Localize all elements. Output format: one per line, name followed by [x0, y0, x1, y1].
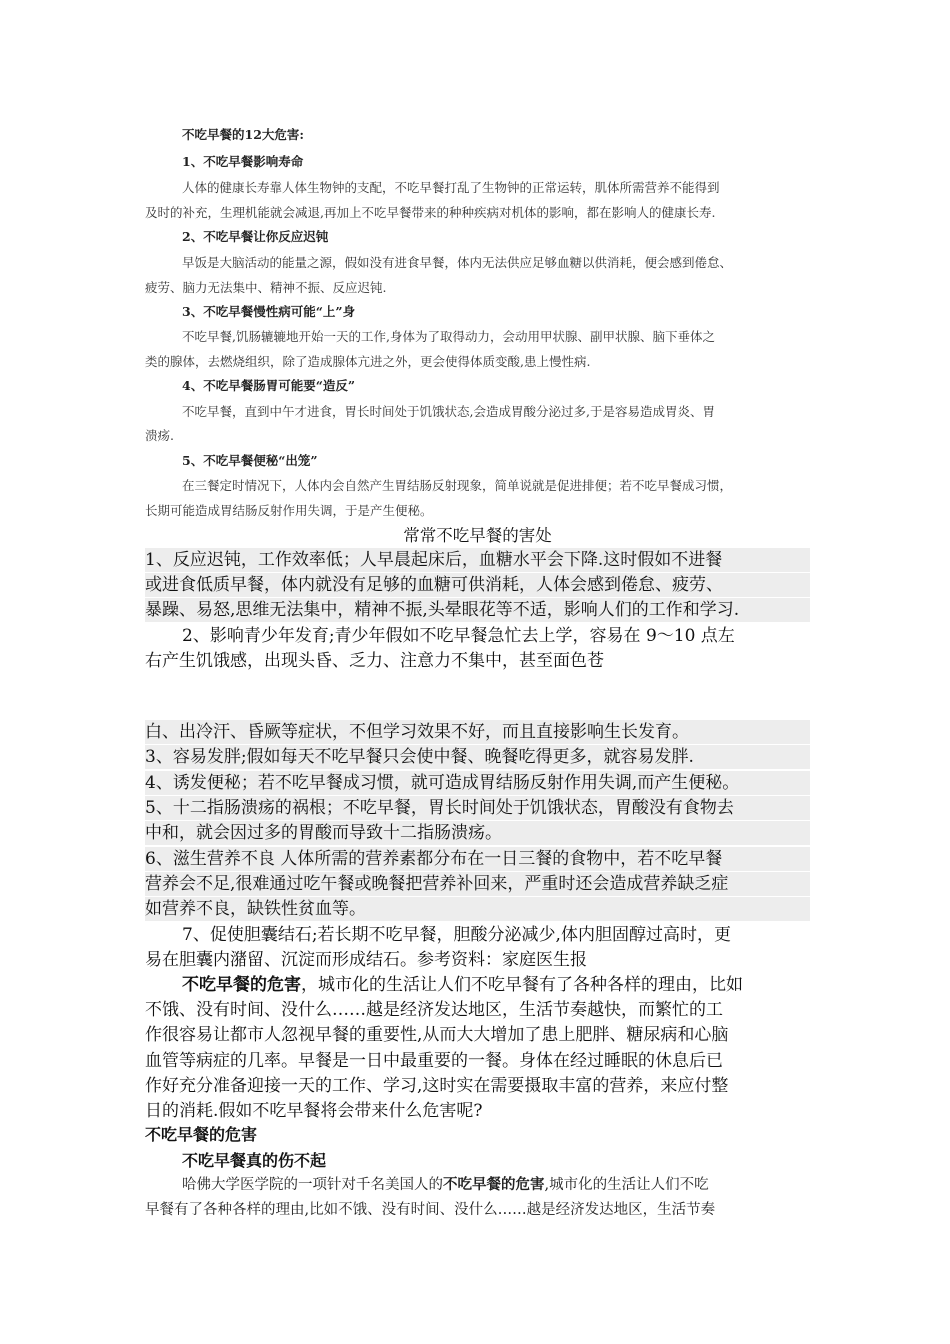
item-5-line-2: 长期可能造成胃结肠反射作用失调，于是产生便秘。: [145, 503, 433, 518]
item-3-line-2: 类的腺体，去燃烧组织，除了造成腺体亢进之外，更会使得体质变酸,患上慢性病.: [145, 354, 591, 369]
section2-line-14: 7、促使胆囊结石;若长期不吃早餐，胆酸分泌减少,体内胆固醇过高时，更: [182, 925, 731, 945]
section2-line-13: 如营养不良，缺铁性贫血等。: [145, 897, 810, 921]
section3-subheading: 不吃早餐真的伤不起: [182, 1151, 327, 1170]
section2-line-1: 1、反应迟钝，工作效率低；人早晨起床后，血糖水平会下降.这时假如不进餐: [145, 548, 810, 572]
section2-line-5: 右产生饥饿感，出现头昏、乏力、注意力不集中，甚至面色苍: [145, 651, 604, 671]
section2-line-7: 3、容易发胖;假如每天不吃早餐只会使中餐、晚餐吃得更多，就容易发胖.: [145, 745, 810, 769]
section2-line-6: 白、出冷汗、昏厥等症状，不但学习效果不好，而且直接影响生长发育。: [145, 720, 810, 744]
item-5-title: 5、不吃早餐便秘“出笼”: [182, 453, 318, 468]
section3-line-1: 哈佛大学医学院的一项针对千名美国人的不吃早餐的危害,城市化的生活让人们不吃: [182, 1176, 709, 1193]
section2-title: 常常不吃早餐的害处: [403, 526, 552, 545]
item-4-title: 4、不吃早餐肠胃可能要“造反”: [182, 378, 356, 393]
section2-para-line-6: 日的消耗.假如不吃早餐将会带来什么危害呢?: [145, 1101, 483, 1121]
section2-line-11: 6、滋生营养不良 人体所需的营养素都分布在一日三餐的食物中，若不吃早餐: [145, 847, 810, 871]
item-1-line-1: 人体的健康长寿靠人体生物钟的支配，不吃早餐打乱了生物钟的正常运转，肌体所需营养不能得到: [182, 180, 720, 195]
section2-line-10: 中和，就会因过多的胃酸而导致十二指肠溃疡。: [145, 821, 810, 845]
item-4-line-1: 不吃早餐，直到中午才进食，胃长时间处于饥饿状态,会造成胃酸分泌过多,于是容易造成胃炎、胃: [182, 404, 715, 419]
item-2-title: 2、不吃早餐让你反应迟钝: [182, 229, 329, 244]
section2-para-line-2: 不饿、没有时间、没什么……越是经济发达地区，生活节奏越快，而繁忙的工: [145, 1000, 723, 1020]
item-4-line-2: 溃疡.: [145, 428, 174, 443]
item-1-title: 1、不吃早餐影响寿命: [182, 154, 304, 169]
bold-term: 不吃早餐的危害: [182, 975, 301, 995]
item-2-line-1: 早饭是大脑活动的能量之源，假如没有进食早餐，体内无法供应足够血糖以供消耗，便会感到倦怠、: [182, 255, 733, 270]
section2-line-4: 2、影响青少年发育;青少年假如不吃早餐急忙去上学，容易在 9～10 点左: [182, 626, 735, 646]
section2-line-12: 营养会不足,很难通过吃午餐或晚餐把营养补回来，严重时还会造成营养缺乏症: [145, 872, 810, 896]
section3-line-2: 早餐有了各种各样的理由,比如不饿、没有时间、没什么……越是经济发达地区，生活节奏: [145, 1202, 716, 1218]
item-3-line-1: 不吃早餐,饥肠辘辘地开始一天的工作,身体为了取得动力，会动用甲状腺、副甲状腺、脑下垂体之: [182, 329, 715, 344]
bold-term: 不吃早餐的危害: [443, 1176, 545, 1193]
section2-para-line-4: 血管等病症的几率。早餐是一日中最重要的一餐。身体在经过睡眠的休息后已: [145, 1051, 723, 1071]
item-3-title: 3、不吃早餐慢性病可能“上”身: [182, 304, 356, 319]
item-5-line-1: 在三餐定时情况下，人体内会自然产生胃结肠反射现象，简单说就是促进排便；若不吃早餐成习惯，: [182, 478, 733, 493]
item-2-line-2: 疲劳、脑力无法集中、精神不振、反应迟钝.: [145, 280, 387, 295]
section2-para-line-1: 不吃早餐的危害，城市化的生活让人们不吃早餐有了各种各样的理由，比如: [182, 975, 743, 995]
section2-line-15: 易在胆囊内潴留、沉淀而形成结石。参考资料：家庭医生报: [145, 950, 587, 970]
intro-heading: 不吃早餐的12大危害:: [182, 127, 305, 142]
item-1-line-2: 及时的补充，生理机能就会减退,再加上不吃早餐带来的种种疾病对机体的影响，都在影响人的健康长寿.: [145, 205, 716, 220]
section3-heading: 不吃早餐的危害: [145, 1125, 258, 1144]
section2-para-line-5: 作好充分准备迎接一天的工作、学习,这时实在需要摄取丰富的营养，来应付整: [145, 1076, 729, 1096]
section2-line-2: 或进食低质早餐，体内就没有足够的血糖可供消耗，人体会感到倦怠、疲劳、: [145, 573, 810, 597]
section2-para-line-3: 作很容易让都市人忽视早餐的重要性,从而大大增加了患上肥胖、糖尿病和心脑: [145, 1025, 729, 1045]
section2-line-9: 5、十二指肠溃疡的祸根；不吃早餐，胃长时间处于饥饿状态，胃酸没有食物去: [145, 796, 810, 820]
section2-line-8: 4、诱发便秘；若不吃早餐成习惯，就可造成胃结肠反射作用失调,而产生便秘。: [145, 771, 810, 795]
section2-line-3: 暴躁、易怒,思维无法集中，精神不振,头晕眼花等不适，影响人们的工作和学习.: [145, 598, 810, 622]
